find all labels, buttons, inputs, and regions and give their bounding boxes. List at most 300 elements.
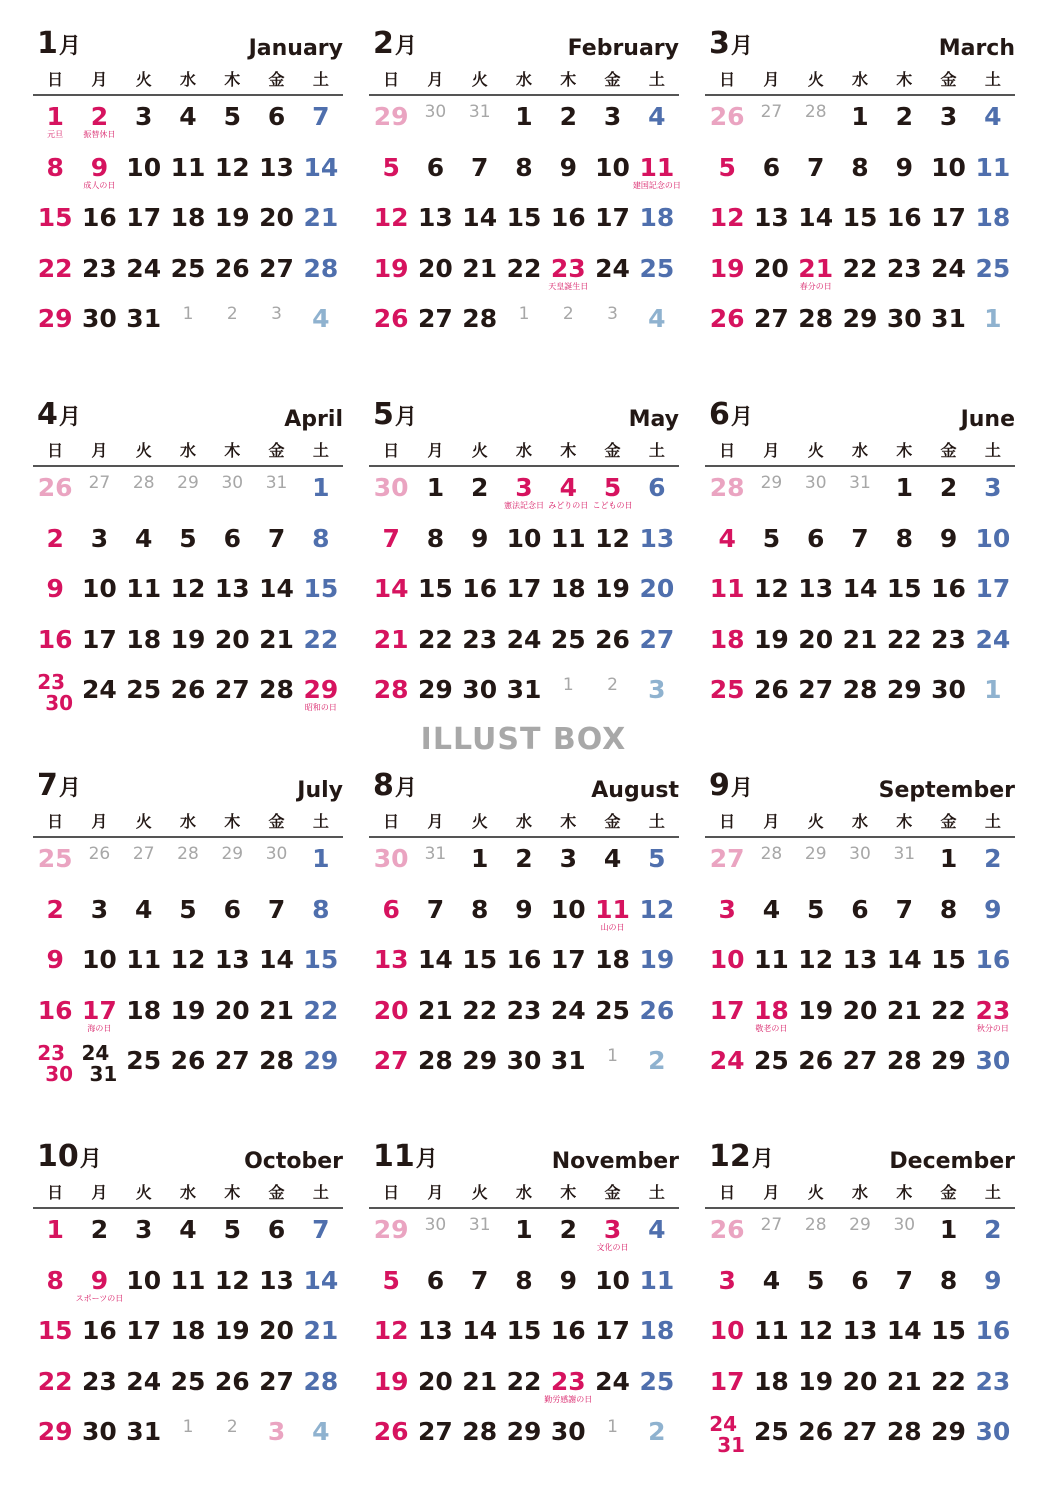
day-number: 21 xyxy=(373,624,409,654)
day-number: 21 xyxy=(259,624,294,654)
day-cell xyxy=(210,1209,254,1260)
day-cell xyxy=(502,669,546,720)
day-grid xyxy=(33,838,343,1091)
day-number: 31 xyxy=(126,304,162,333)
day-number: 4 xyxy=(648,102,666,131)
day-number: 9 xyxy=(939,523,958,553)
weekday-header xyxy=(369,439,679,467)
day-number: 27 xyxy=(88,473,111,493)
day-cell xyxy=(166,1260,210,1311)
day-number: 8 xyxy=(895,523,913,553)
day-number: 31 xyxy=(506,675,542,704)
day-cell xyxy=(122,1361,166,1412)
month-header xyxy=(369,24,679,68)
day-cell xyxy=(77,197,121,248)
day-cell xyxy=(882,248,926,299)
day-number: 27 xyxy=(259,253,294,283)
day-number: 30 xyxy=(221,473,244,493)
weekday-label: 水 xyxy=(851,1183,868,1202)
day-number: 10 xyxy=(550,894,586,924)
day-number: 27 xyxy=(418,304,453,333)
day-number: 2 xyxy=(648,1417,666,1446)
day-grid xyxy=(705,838,1015,1091)
day-cell xyxy=(254,1260,298,1311)
day-cell xyxy=(838,990,882,1041)
month-name: July xyxy=(297,778,343,803)
day-number: 25 xyxy=(754,1046,789,1075)
day-cell-other-month xyxy=(838,467,882,518)
day-cell-other-month xyxy=(705,838,749,889)
day-number: 12 xyxy=(595,523,630,553)
day-number: 1 xyxy=(984,675,1002,704)
day-cell xyxy=(458,990,502,1041)
day-number: 11 xyxy=(639,152,675,182)
day-cell xyxy=(210,619,254,670)
day-number: 17 xyxy=(709,995,745,1025)
day-cell xyxy=(299,889,343,940)
day-number: 29 xyxy=(760,473,783,493)
day-number: 26 xyxy=(639,995,675,1025)
day-number: 31 xyxy=(468,102,491,122)
weekday-label: 水 xyxy=(515,1183,532,1202)
month-number-digits: 11 xyxy=(373,1139,415,1174)
weekday-label: 金 xyxy=(940,812,957,831)
day-cell xyxy=(458,619,502,670)
day-cell xyxy=(838,96,882,147)
day-number: 17 xyxy=(709,1366,745,1396)
day-number: 11 xyxy=(170,1265,206,1295)
weekday-header xyxy=(369,1181,679,1209)
day-number: 9 xyxy=(90,152,109,182)
day-number: 20 xyxy=(798,624,834,654)
day-cell xyxy=(413,889,457,940)
weekday-label: 日 xyxy=(383,812,400,831)
day-number: 10 xyxy=(126,152,162,182)
day-number: 10 xyxy=(975,523,1011,553)
day-cell xyxy=(590,939,634,990)
day-cell xyxy=(749,298,793,349)
day-number: 27 xyxy=(214,1046,250,1075)
day-number: 27 xyxy=(842,1046,878,1075)
day-cell xyxy=(882,889,926,940)
day-number: 12 xyxy=(373,203,409,232)
weekday-label: 土 xyxy=(648,70,665,89)
day-cell xyxy=(838,1411,882,1462)
day-number: 3 xyxy=(135,1215,153,1244)
day-number-second: 30 xyxy=(45,1062,74,1086)
day-grid xyxy=(33,96,343,349)
day-cell xyxy=(166,619,210,670)
day-number: 21 xyxy=(303,203,339,232)
day-number: 27 xyxy=(798,675,834,704)
day-cell xyxy=(77,1040,121,1091)
day-number: 5 xyxy=(382,1265,400,1295)
day-number: 19 xyxy=(373,1366,409,1396)
day-number: 13 xyxy=(418,1316,453,1345)
day-number: 31 xyxy=(468,1215,491,1235)
day-number-second: 31 xyxy=(89,1062,118,1086)
day-number: 1 xyxy=(515,102,533,131)
month-number-digits: 2 xyxy=(373,26,394,61)
day-number: 23 xyxy=(462,624,498,654)
day-cell xyxy=(971,96,1015,147)
month-april xyxy=(33,395,343,752)
day-number: 7 xyxy=(267,894,286,924)
day-grid xyxy=(705,1209,1015,1462)
day-number: 16 xyxy=(82,1316,117,1345)
day-number: 26 xyxy=(754,675,789,704)
day-number: 29 xyxy=(931,1046,966,1075)
day-number: 12 xyxy=(214,1265,250,1295)
day-cell xyxy=(971,1310,1015,1361)
day-cell-other-month xyxy=(635,1040,679,1091)
day-cell-other-month xyxy=(882,1209,926,1260)
day-cell xyxy=(122,298,166,349)
day-number-pair xyxy=(33,1040,77,1085)
day-cell xyxy=(122,518,166,569)
weekday-header xyxy=(705,810,1015,838)
day-cell xyxy=(369,1260,413,1311)
day-cell-other-month xyxy=(590,669,634,720)
day-cell-other-month xyxy=(882,838,926,889)
month-september xyxy=(705,766,1015,1123)
day-cell xyxy=(413,1040,457,1091)
day-number: 11 xyxy=(975,152,1011,182)
weekday-label: 日 xyxy=(719,1183,736,1202)
day-number: 22 xyxy=(462,995,498,1025)
day-cell-other-month xyxy=(77,467,121,518)
weekday-label: 日 xyxy=(719,70,736,89)
month-header xyxy=(33,766,343,810)
day-number: 22 xyxy=(842,253,878,283)
month-number-digits: 12 xyxy=(709,1139,751,1174)
day-cell xyxy=(502,197,546,248)
day-number: 24 xyxy=(506,624,542,654)
day-number: 13 xyxy=(798,574,834,603)
day-number: 30 xyxy=(265,844,288,864)
month-june xyxy=(705,395,1015,752)
day-grid xyxy=(705,467,1015,720)
day-number: 11 xyxy=(754,945,789,974)
day-cell xyxy=(705,248,749,299)
day-number: 16 xyxy=(37,624,73,654)
day-number: 19 xyxy=(798,995,834,1025)
day-number: 12 xyxy=(373,1316,409,1345)
day-cell xyxy=(369,1310,413,1361)
day-number: 31 xyxy=(424,844,447,864)
weekday-label: 金 xyxy=(604,812,621,831)
day-number: 24 xyxy=(126,253,162,283)
day-cell xyxy=(166,197,210,248)
day-cell xyxy=(299,939,343,990)
month-number xyxy=(37,1139,102,1174)
day-cell xyxy=(926,669,970,720)
weekday-label: 木 xyxy=(896,70,913,89)
day-cell xyxy=(749,1310,793,1361)
day-cell xyxy=(971,518,1015,569)
day-cell xyxy=(369,1361,413,1412)
day-cell xyxy=(413,990,457,1041)
day-number: 25 xyxy=(754,1417,789,1446)
day-number: 11 xyxy=(126,574,162,603)
day-cell xyxy=(882,1040,926,1091)
month-january xyxy=(33,24,343,381)
day-number: 17 xyxy=(550,945,586,974)
month-kanji: 月 xyxy=(394,405,417,430)
day-cell xyxy=(299,518,343,569)
day-cell-holiday xyxy=(544,1361,593,1412)
day-number: 6 xyxy=(851,894,869,924)
day-number: 25 xyxy=(126,675,162,704)
day-cell xyxy=(705,568,749,619)
day-number: 2 xyxy=(939,473,958,502)
weekday-label: 水 xyxy=(515,70,532,89)
day-number: 22 xyxy=(303,995,339,1025)
day-cell xyxy=(635,518,679,569)
day-cell xyxy=(882,147,926,198)
day-number: 20 xyxy=(373,995,409,1025)
day-number: 12 xyxy=(170,574,206,603)
day-cell xyxy=(749,568,793,619)
day-number: 3 xyxy=(939,102,958,131)
day-number: 13 xyxy=(754,203,789,232)
weekday-label: 日 xyxy=(383,1183,400,1202)
day-cell xyxy=(971,619,1015,670)
weekday-label: 火 xyxy=(135,70,152,89)
day-cell xyxy=(413,669,457,720)
day-cell xyxy=(166,669,210,720)
day-cell xyxy=(413,147,457,198)
day-cell xyxy=(590,1310,634,1361)
day-number: 23 xyxy=(550,253,586,283)
day-number: 19 xyxy=(639,945,675,974)
day-cell-other-month xyxy=(210,838,254,889)
day-cell xyxy=(971,939,1015,990)
day-cell xyxy=(635,248,679,299)
day-cell xyxy=(546,939,590,990)
weekday-label: 日 xyxy=(383,441,400,460)
day-number: 30 xyxy=(373,844,409,873)
day-number: 6 xyxy=(851,1265,869,1295)
day-cell xyxy=(749,1260,793,1311)
day-number: 7 xyxy=(471,1265,489,1295)
day-number: 14 xyxy=(303,1265,339,1295)
day-number: 30 xyxy=(82,1417,117,1446)
month-name: April xyxy=(284,407,343,432)
day-number: 30 xyxy=(462,675,498,704)
day-cell-other-month xyxy=(794,96,838,147)
day-cell xyxy=(794,939,838,990)
day-number: 28 xyxy=(886,1046,922,1075)
weekday-label: 土 xyxy=(984,441,1001,460)
day-number: 1 xyxy=(607,1417,618,1437)
day-number: 3 xyxy=(984,473,1002,502)
day-cell xyxy=(299,568,343,619)
day-cell xyxy=(77,669,121,720)
day-cell xyxy=(413,568,457,619)
day-cell xyxy=(502,1411,546,1462)
day-number: 6 xyxy=(382,894,400,924)
day-cell xyxy=(635,889,679,940)
day-cell-other-month xyxy=(635,298,679,349)
day-cell xyxy=(299,197,343,248)
day-cell xyxy=(971,197,1015,248)
day-cell-holiday xyxy=(77,147,121,198)
day-cell xyxy=(546,1310,590,1361)
day-cell xyxy=(413,467,457,518)
day-number: 29 xyxy=(462,1046,498,1075)
day-number: 16 xyxy=(550,203,586,232)
day-number: 12 xyxy=(170,945,206,974)
day-number: 26 xyxy=(214,1366,250,1396)
day-number: 1 xyxy=(312,473,330,502)
day-cell xyxy=(413,619,457,670)
day-cell xyxy=(838,889,882,940)
weekday-label: 月 xyxy=(427,812,444,831)
day-cell xyxy=(794,197,838,248)
weekday-label: 水 xyxy=(179,1183,196,1202)
day-cell-holiday xyxy=(590,467,634,518)
day-cell xyxy=(33,619,77,670)
day-cell xyxy=(635,197,679,248)
day-cell xyxy=(413,197,457,248)
day-cell xyxy=(458,1411,502,1462)
day-number: 12 xyxy=(754,574,789,603)
day-number: 7 xyxy=(312,102,330,131)
day-cell xyxy=(369,568,413,619)
day-number: 31 xyxy=(550,1046,586,1075)
day-cell xyxy=(33,889,77,940)
day-number-second: 31 xyxy=(717,1433,746,1457)
day-cell xyxy=(749,1361,793,1412)
day-number: 5 xyxy=(718,152,736,182)
day-number: 2 xyxy=(90,102,109,131)
day-number: 15 xyxy=(303,945,339,974)
day-number: 17 xyxy=(126,203,162,232)
day-number: 11 xyxy=(170,152,206,182)
holiday-label: こどもの日 xyxy=(592,501,633,510)
day-number: 5 xyxy=(223,1215,241,1244)
day-number: 20 xyxy=(754,253,789,283)
day-number: 27 xyxy=(132,844,155,864)
day-cell xyxy=(122,1040,166,1091)
day-cell xyxy=(413,298,457,349)
day-number: 26 xyxy=(373,1417,409,1446)
day-number: 14 xyxy=(886,1316,922,1345)
day-number: 16 xyxy=(82,203,117,232)
day-grid xyxy=(33,1209,343,1462)
weekday-header xyxy=(705,1181,1015,1209)
weekday-label: 月 xyxy=(91,1183,108,1202)
day-number: 30 xyxy=(804,473,827,493)
day-number: 26 xyxy=(709,304,745,333)
day-cell-other-month xyxy=(369,96,413,147)
weekday-header xyxy=(705,439,1015,467)
day-cell xyxy=(122,1310,166,1361)
weekday-label: 金 xyxy=(604,441,621,460)
day-cell xyxy=(254,248,298,299)
day-number: 14 xyxy=(462,203,498,232)
day-cell xyxy=(971,838,1015,889)
day-cell xyxy=(971,1040,1015,1091)
weekday-label: 水 xyxy=(515,441,532,460)
day-number: 24 xyxy=(709,1046,745,1075)
day-number: 21 xyxy=(798,253,834,283)
day-number: 29 xyxy=(418,675,453,704)
day-cell xyxy=(971,889,1015,940)
day-number: 3 xyxy=(559,844,577,873)
day-cell xyxy=(299,1310,343,1361)
month-number-digits: 8 xyxy=(373,768,394,803)
weekday-label: 土 xyxy=(648,441,665,460)
day-number: 2 xyxy=(562,304,574,324)
day-number: 22 xyxy=(886,624,922,654)
holiday-label: 元旦 xyxy=(47,130,64,139)
day-cell xyxy=(749,1040,793,1091)
day-cell xyxy=(794,298,838,349)
day-number: 30 xyxy=(849,844,871,864)
day-cell xyxy=(413,1361,457,1412)
day-number: 10 xyxy=(506,523,542,553)
weekday-label: 金 xyxy=(940,1183,957,1202)
day-cell xyxy=(299,147,343,198)
day-cell xyxy=(749,889,793,940)
day-number: 9 xyxy=(559,152,577,182)
day-cell xyxy=(882,1310,926,1361)
weekday-label: 日 xyxy=(383,70,400,89)
day-cell xyxy=(210,147,254,198)
day-number: 17 xyxy=(595,203,630,232)
day-cell xyxy=(635,568,679,619)
day-cell-other-month xyxy=(122,838,166,889)
weekday-label: 木 xyxy=(560,441,577,460)
day-number: 2 xyxy=(559,1215,577,1244)
day-number: 25 xyxy=(595,995,630,1025)
day-number: 30 xyxy=(82,304,117,333)
day-cell xyxy=(210,1260,254,1311)
weekday-label: 土 xyxy=(984,70,1001,89)
day-number: 7 xyxy=(267,523,286,553)
day-cell-other-month xyxy=(33,838,77,889)
weekday-label: 金 xyxy=(268,70,285,89)
day-number: 1 xyxy=(562,675,574,695)
day-number: 30 xyxy=(506,1046,542,1075)
day-cell xyxy=(971,1361,1015,1412)
weekday-header xyxy=(33,1181,343,1209)
day-number-pair xyxy=(33,669,77,714)
day-cell-other-month xyxy=(254,1411,298,1462)
day-number: 18 xyxy=(126,624,162,654)
day-cell xyxy=(77,1209,121,1260)
day-cell xyxy=(794,1260,838,1311)
day-cell-other-month xyxy=(210,298,254,349)
month-number-digits: 4 xyxy=(37,397,58,432)
day-number: 9 xyxy=(559,1265,577,1295)
day-cell-holiday xyxy=(749,990,793,1041)
day-cell xyxy=(794,619,838,670)
weekday-label: 月 xyxy=(763,812,780,831)
day-number: 1 xyxy=(895,473,913,502)
day-cell xyxy=(254,990,298,1041)
day-number: 6 xyxy=(762,152,781,182)
day-cell xyxy=(299,1040,343,1091)
day-number: 9 xyxy=(895,152,913,182)
day-cell xyxy=(413,1310,457,1361)
day-cell xyxy=(458,838,502,889)
day-cell xyxy=(77,939,121,990)
day-cell xyxy=(458,1361,502,1412)
day-cell xyxy=(749,939,793,990)
